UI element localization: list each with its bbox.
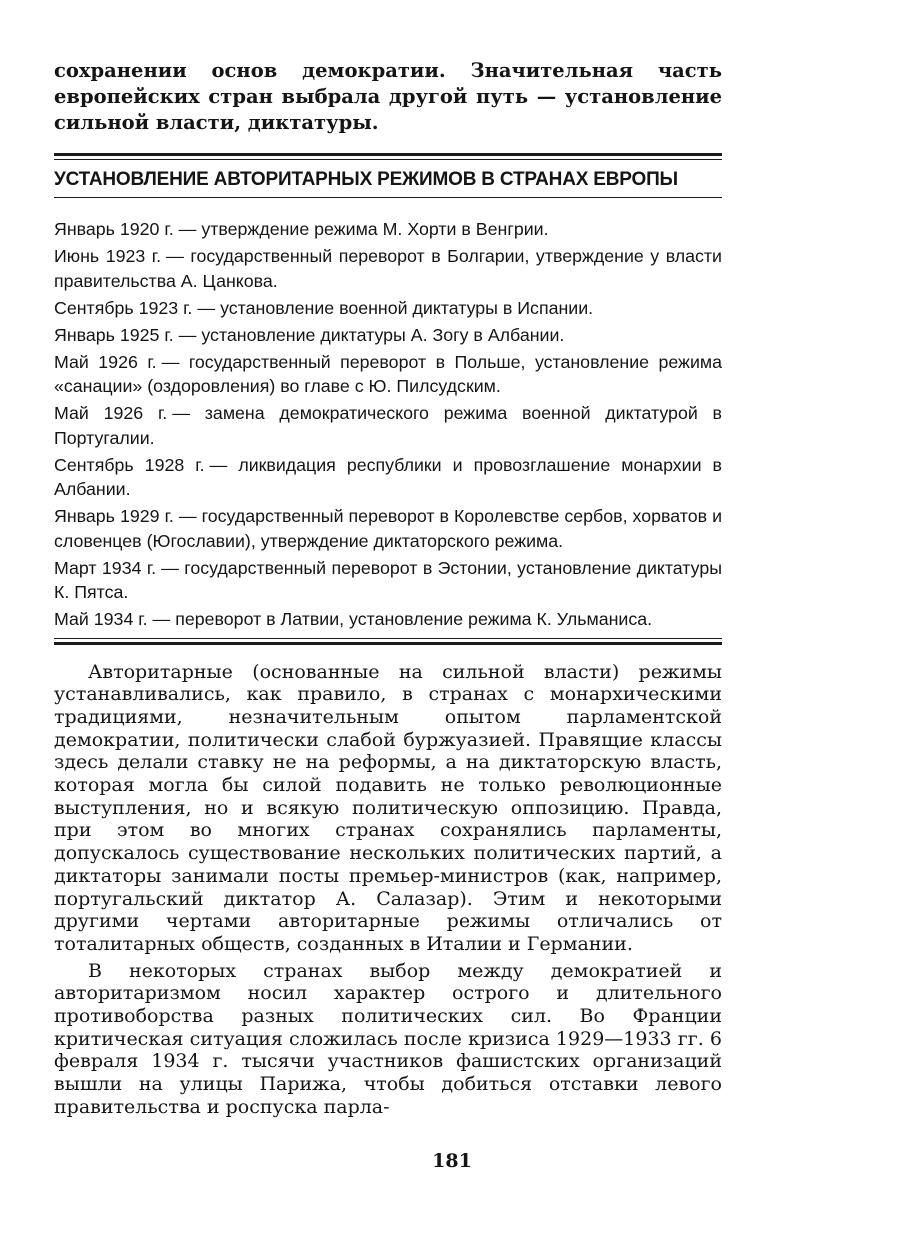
event-date: Март 1934 г.	[54, 557, 157, 578]
event-date: Май 1926 г.	[54, 351, 157, 372]
list-item	[54, 453, 722, 502]
intro-paragraph: сохранении основ демократии. Значительная часть европейских стран выбрала другой путь — установление сильной власти, диктатуры.	[54, 59, 722, 134]
event-date: Январь 1929 г.	[54, 506, 174, 526]
event-text: — государственный переворот в Болгарии, утверждение у власти правительства А. Цанкова.	[54, 246, 722, 291]
event-date: Май 1926 г.	[54, 403, 168, 423]
section-heading: УСТАНОВЛЕНИЕ АВТОРИТАРНЫХ РЕЖИМОВ В СТРАНАХ ЕВРОПЫ	[54, 169, 678, 190]
list-item	[54, 350, 722, 399]
body-paragraph: В некоторых странах выбор между демократией и авторитаризмом носил характер острого и длительного противоборства разных политических сил. Во Франции критическая ситуация сложилась после кризиса 1929—1933 гг. 6 февраля 1934 г. тысячи участников фашистских организаций вышли на улицы Парижа, чтобы добиться отставки левого правительства и роспуска парла-	[54, 959, 722, 1118]
heading-rule	[54, 197, 722, 198]
events-list	[54, 217, 722, 632]
event-text: — замена демократического режима военной диктатурой в Португалии.	[54, 403, 722, 448]
event-date: Январь 1920 г.	[54, 219, 174, 239]
list-item	[54, 556, 722, 605]
event-text: — утверждение режима М. Хорти в Венгрии.	[178, 219, 549, 239]
page-number: 181	[432, 1150, 472, 1172]
list-item	[54, 244, 722, 293]
list-item	[54, 607, 722, 632]
top-thin-rule	[54, 159, 722, 160]
list-item	[54, 323, 722, 348]
event-date: Январь 1925 г.	[54, 324, 174, 345]
list-item	[54, 401, 722, 450]
list-item	[54, 504, 722, 553]
event-text: — ликвидация республики и провозглашение монархии в Албании.	[54, 454, 722, 499]
event-text: — установление военной диктатуры в Испании.	[197, 297, 594, 318]
event-date: Май 1934 г.	[54, 609, 148, 629]
body-paragraph: Авторитарные (основанные на сильной власти) режимы устанавливались, как правило, в странах с монархическими традициями, незначительным опытом парламентской демократии, политически слабой буржуазией. Правящие классы здесь делали ставку не на реформы, а на диктаторскую власть, которая могла бы силой подавить не только революционные выступления, но и всякую политическую оппозицию. Правда, при этом во многих странах сохранялись парламенты, допускалось существование нескольких политических партий, а диктаторы занимали посты премьер-министров (как, например, португальский диктатор А. Салазар). Этим и некоторыми другими чертами авторитарные режимы отличались от тоталитарных обществ, созданных в Италии и Германии.	[54, 660, 722, 955]
event-date: Сентябрь 1928 г.	[54, 454, 205, 475]
list-item	[54, 217, 722, 242]
event-text: — государственный переворот в Эстонии, установление диктатуры К. Пятса.	[54, 557, 723, 602]
event-text: — переворот в Латвии, установление режима К. Ульманиса.	[152, 609, 653, 629]
section-box	[54, 153, 722, 645]
bottom-thick-rule	[54, 642, 722, 645]
body-text	[54, 661, 722, 1119]
event-text: — государственный переворот в Польше, установление режима «санации» (оздоровления) во главе с Ю. Пилсудским.	[54, 351, 722, 396]
event-text: — государственный переворот в Королевстве сербов, хорватов и словенцев (Югославии), утверждение диктаторского режима.	[54, 506, 723, 551]
bottom-thin-rule	[54, 638, 722, 639]
top-thick-rule	[54, 153, 722, 156]
page-content	[54, 58, 722, 1123]
event-text: — установление диктатуры А. Зогу в Албании.	[178, 324, 565, 345]
event-date: Сентябрь 1923 г.	[54, 297, 193, 318]
list-item	[54, 296, 722, 321]
event-date: Июнь 1923 г.	[54, 246, 162, 266]
